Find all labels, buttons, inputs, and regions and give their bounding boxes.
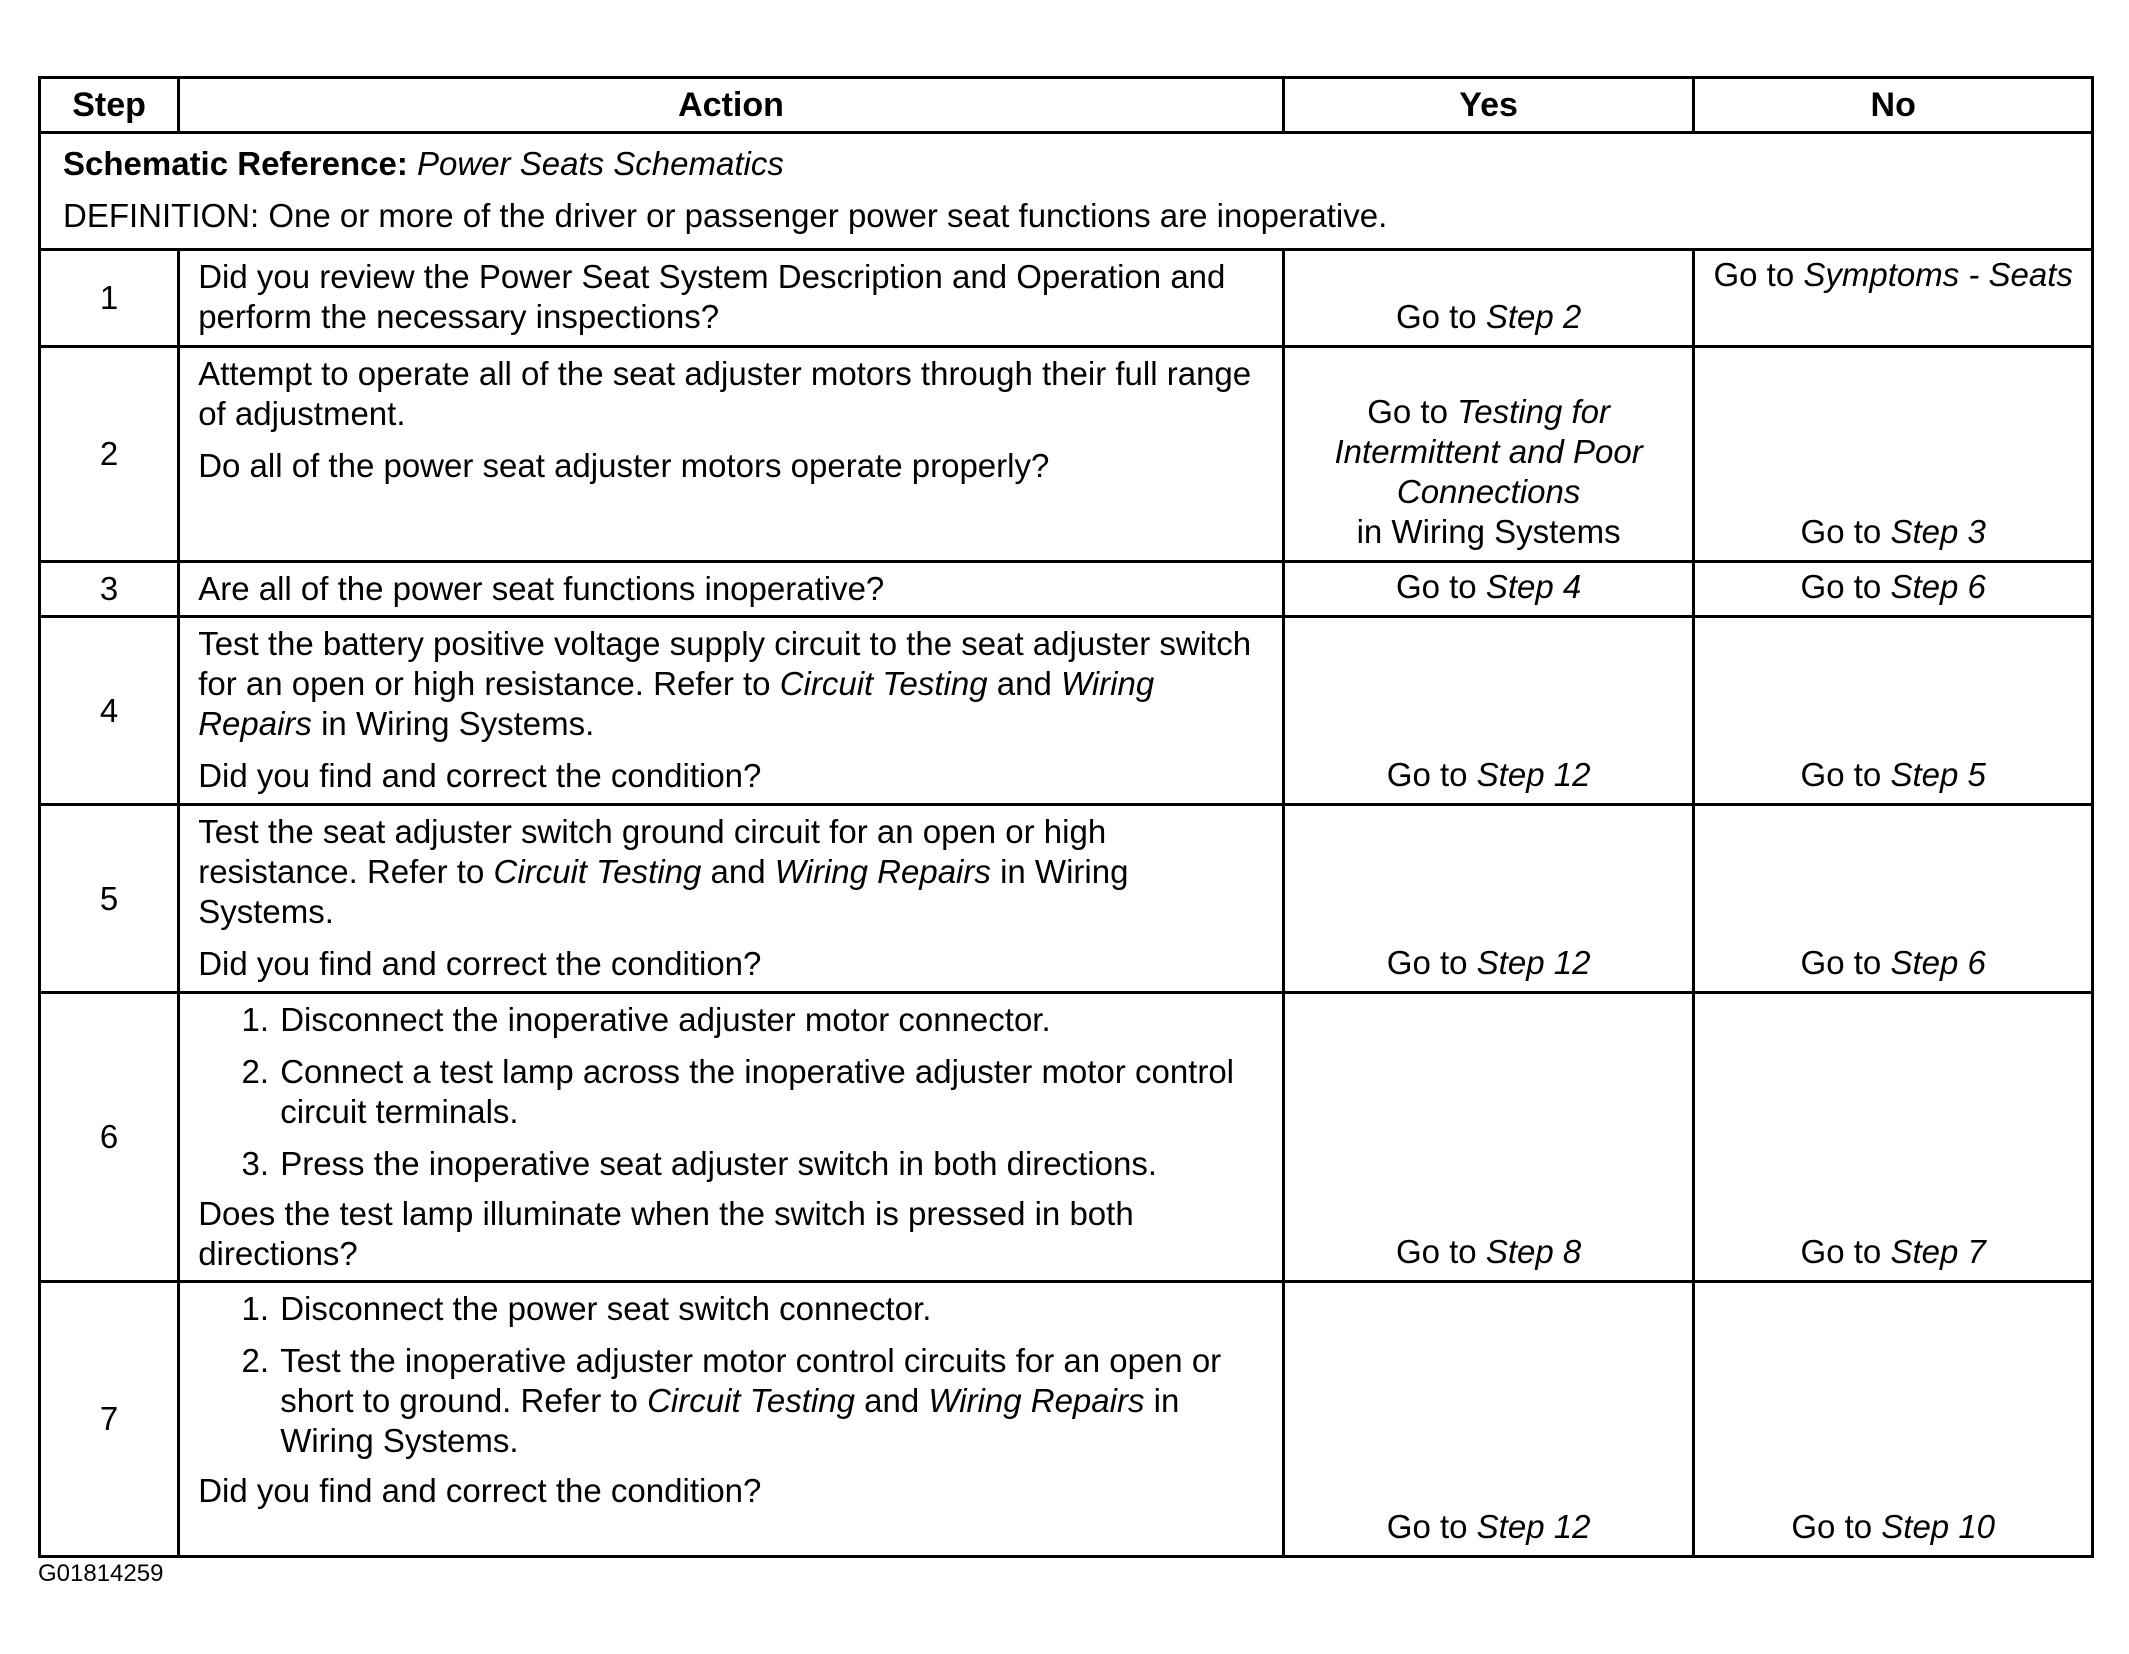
- table-row: [40, 617, 2093, 805]
- circuit-testing-link[interactable]: Circuit Testing: [493, 853, 702, 890]
- no-link[interactable]: Symptoms - Seats: [1803, 256, 2073, 293]
- action-question: Did you find and correct the condition?: [198, 1472, 762, 1509]
- no-prefix: Go to: [1713, 256, 1795, 293]
- no-cell: [1694, 805, 2093, 993]
- yes-prefix: Go to: [1395, 568, 1477, 605]
- table-row: [40, 993, 2093, 1282]
- step-number: 1: [40, 250, 179, 347]
- yes-link[interactable]: Step 12: [1476, 756, 1591, 793]
- action-cell: [179, 1282, 1284, 1557]
- no-link[interactable]: Step 7: [1890, 1233, 1986, 1270]
- yes-prefix: Go to: [1386, 944, 1468, 981]
- action-question: Do all of the power seat adjuster motors operate properly?: [198, 447, 1050, 484]
- no-link[interactable]: Step 6: [1890, 944, 1986, 981]
- circuit-testing-link[interactable]: Circuit Testing: [779, 665, 988, 702]
- yes-cell: [1283, 250, 1694, 347]
- action-text-a: Test the seat adjuster switch ground circuit for an open or high resistance. Refer to: [198, 813, 1107, 890]
- action-text: [198, 624, 1264, 744]
- action-cell: [179, 617, 1284, 805]
- header-no: No: [1694, 78, 2093, 133]
- action-question: Did you find and correct the condition?: [198, 945, 762, 982]
- action-tail: in Wiring Systems.: [198, 853, 1129, 930]
- action-text: [198, 812, 1264, 932]
- list-item: 3. Press the inoperative seat adjuster switch in both directions.: [278, 1144, 1264, 1184]
- yes-cell: [1283, 347, 1694, 562]
- table-row: [40, 250, 2093, 347]
- yes-prefix: Go to: [1395, 298, 1477, 335]
- action-text: Did you review the Power Seat System Description and Operation and perform the necessary inspections?: [179, 250, 1284, 347]
- no-link[interactable]: Step 6: [1890, 568, 1986, 605]
- no-cell: [1694, 250, 2093, 347]
- yes-link[interactable]: Step 4: [1485, 568, 1582, 605]
- table-row: [40, 562, 2093, 617]
- yes-prefix: Go to: [1386, 756, 1468, 793]
- table-row: [40, 347, 2093, 562]
- step-number: 5: [40, 805, 179, 993]
- schematic-reference-link[interactable]: Power Seats Schematics: [417, 145, 784, 182]
- list-item: 1. Disconnect the inoperative adjuster motor connector.: [278, 1000, 1264, 1040]
- no-cell: [1694, 1282, 2093, 1557]
- no-prefix: Go to: [1800, 756, 1882, 793]
- action-tail: in Wiring Systems.: [321, 705, 595, 742]
- wiring-repairs-link[interactable]: Wiring Repairs: [774, 853, 991, 890]
- schematic-reference-label: Schematic Reference:: [63, 145, 408, 182]
- definition-text: DEFINITION: One or more of the driver or passenger power seat functions are inoperative.: [63, 197, 1388, 234]
- no-cell: [1694, 617, 2093, 805]
- item-and: and: [864, 1382, 920, 1419]
- no-prefix: Go to: [1800, 568, 1882, 605]
- no-cell: [1694, 562, 2093, 617]
- yes-cell: [1283, 805, 1694, 993]
- yes-cell: [1283, 562, 1694, 617]
- yes-link[interactable]: Step 8: [1485, 1233, 1582, 1270]
- table-row: [40, 805, 2093, 993]
- action-question: Does the test lamp illuminate when the switch is pressed in both directions?: [198, 1195, 1134, 1272]
- header-row: [40, 78, 2093, 133]
- yes-cell: [1283, 617, 1694, 805]
- reference-cell: [40, 133, 2093, 250]
- wiring-repairs-link[interactable]: Wiring Repairs: [198, 665, 1155, 742]
- no-prefix: Go to: [1800, 944, 1882, 981]
- action-and: and: [710, 853, 766, 890]
- no-cell: [1694, 993, 2093, 1282]
- yes-link[interactable]: Step 12: [1476, 1508, 1591, 1545]
- no-link[interactable]: Step 3: [1890, 513, 1986, 550]
- procedure-list: [198, 1000, 1264, 1184]
- header-step: Step: [40, 78, 179, 133]
- yes-prefix: Go to: [1367, 393, 1448, 430]
- no-link[interactable]: Step 10: [1881, 1508, 1996, 1545]
- action-cell: [179, 805, 1284, 993]
- yes-prefix: Go to: [1386, 1508, 1468, 1545]
- procedure-list: [198, 1289, 1264, 1461]
- no-cell: [1694, 347, 2093, 562]
- action-cell: [179, 993, 1284, 1282]
- yes-cell: [1283, 993, 1694, 1282]
- step-number: 2: [40, 347, 179, 562]
- yes-prefix: Go to: [1395, 1233, 1477, 1270]
- action-question: Did you find and correct the condition?: [198, 757, 762, 794]
- list-item: 1. Disconnect the power seat switch connector.: [278, 1289, 1264, 1329]
- item-tail: in Wiring Systems.: [280, 1382, 1180, 1459]
- header-yes: Yes: [1283, 78, 1694, 133]
- action-text-a: Test the battery positive voltage supply circuit to the seat adjuster switch for an open or high resistance. Refer to: [198, 625, 1252, 702]
- step-number: 6: [40, 993, 179, 1282]
- yes-suffix: in Wiring Systems: [1356, 513, 1621, 550]
- action-text: Attempt to operate all of the seat adjuster motors through their full range of adjustment.: [198, 355, 1252, 432]
- yes-link[interactable]: Step 12: [1476, 944, 1591, 981]
- yes-cell: [1283, 1282, 1694, 1557]
- action-text: Are all of the power seat functions inoperative?: [179, 562, 1284, 617]
- yes-link[interactable]: Testing for Intermittent and Poor Connections: [1334, 393, 1643, 510]
- action-and: and: [996, 665, 1052, 702]
- diagnostic-table: [38, 76, 2094, 1558]
- header-action: Action: [179, 78, 1284, 133]
- wiring-repairs-link[interactable]: Wiring Repairs: [928, 1382, 1145, 1419]
- no-prefix: Go to: [1800, 513, 1882, 550]
- no-prefix: Go to: [1791, 1508, 1873, 1545]
- no-link[interactable]: Step 5: [1890, 756, 1986, 793]
- yes-link[interactable]: Step 2: [1485, 298, 1582, 335]
- step-number: 4: [40, 617, 179, 805]
- no-prefix: Go to: [1800, 1233, 1882, 1270]
- list-item: [278, 1341, 1264, 1461]
- list-item: 2. Connect a test lamp across the inoperative adjuster motor control circuit terminals.: [278, 1052, 1264, 1132]
- step-number: 3: [40, 562, 179, 617]
- figure-id: G01814259: [38, 1560, 164, 1587]
- step-number: 7: [40, 1282, 179, 1557]
- table-row: [40, 1282, 2093, 1557]
- reference-row: [40, 133, 2093, 250]
- circuit-testing-link[interactable]: Circuit Testing: [647, 1382, 855, 1419]
- item-text-a: Test the inoperative adjuster motor control circuits for an open or short to ground. Refer to: [280, 1342, 1222, 1419]
- action-cell: [179, 347, 1284, 562]
